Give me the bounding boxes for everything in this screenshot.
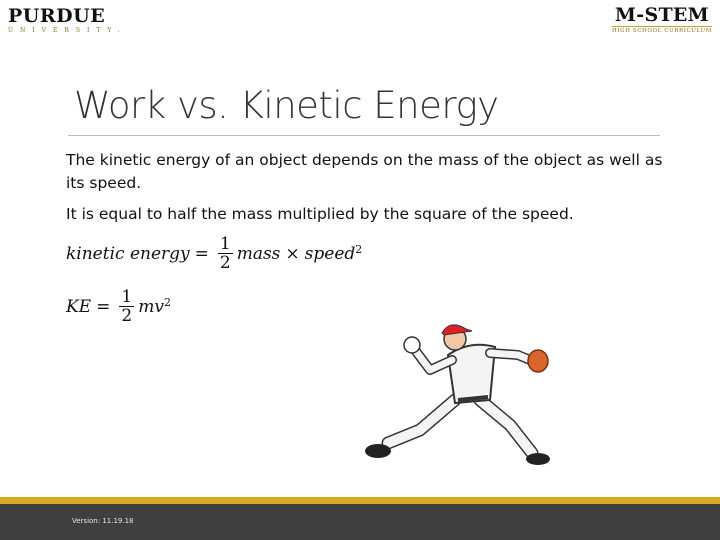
formula-words-mass: mass [236, 243, 281, 264]
fraction-denominator: 2 [121, 306, 133, 326]
baseball-pitcher-icon [360, 315, 560, 470]
formula-symbols-lhs: KE [66, 296, 92, 317]
formula-words-times: × [285, 243, 300, 264]
mstem-logo-name: M-STEM [614, 4, 710, 26]
purdue-logo-name: PURDUE [8, 5, 106, 27]
mstem-logo [612, 4, 712, 34]
formula-symbols-fraction [119, 288, 134, 325]
title-divider [68, 135, 660, 136]
paragraph-half-mass: It is equal to half the mass multiplied by the square of the speed. [66, 205, 574, 223]
formula-words-lhs: kinetic energy [66, 243, 190, 264]
formula-symbols-exponent: 2 [163, 296, 171, 309]
formula-words-fraction [218, 235, 233, 272]
formula-symbols-equals: = [96, 296, 111, 317]
purdue-logo [8, 6, 126, 34]
formula-symbols-var: mv [138, 296, 164, 317]
footer-gold-bar [0, 497, 720, 504]
formula-words-equals: = [194, 243, 209, 264]
version-label: Version: 11.19.18 [72, 517, 134, 525]
fraction-denominator: 2 [219, 253, 231, 273]
formula-words-speed: speed [304, 243, 356, 264]
fraction-numerator: 1 [219, 234, 231, 254]
mstem-logo-sub: HIGH SCHOOL CURRICULUM [611, 28, 712, 34]
purdue-logo-sub: UNIVERSITY. [8, 27, 127, 34]
formula-words-exponent: 2 [355, 243, 363, 256]
formula-symbols [66, 288, 171, 325]
formula-words [66, 235, 362, 272]
slide-title: Work vs. Kinetic Energy [74, 84, 499, 127]
fraction-numerator: 1 [121, 287, 133, 307]
paragraph-kinetic-energy: The kinetic energy of an object depends on the mass of the object as well as its speed. [66, 151, 663, 192]
